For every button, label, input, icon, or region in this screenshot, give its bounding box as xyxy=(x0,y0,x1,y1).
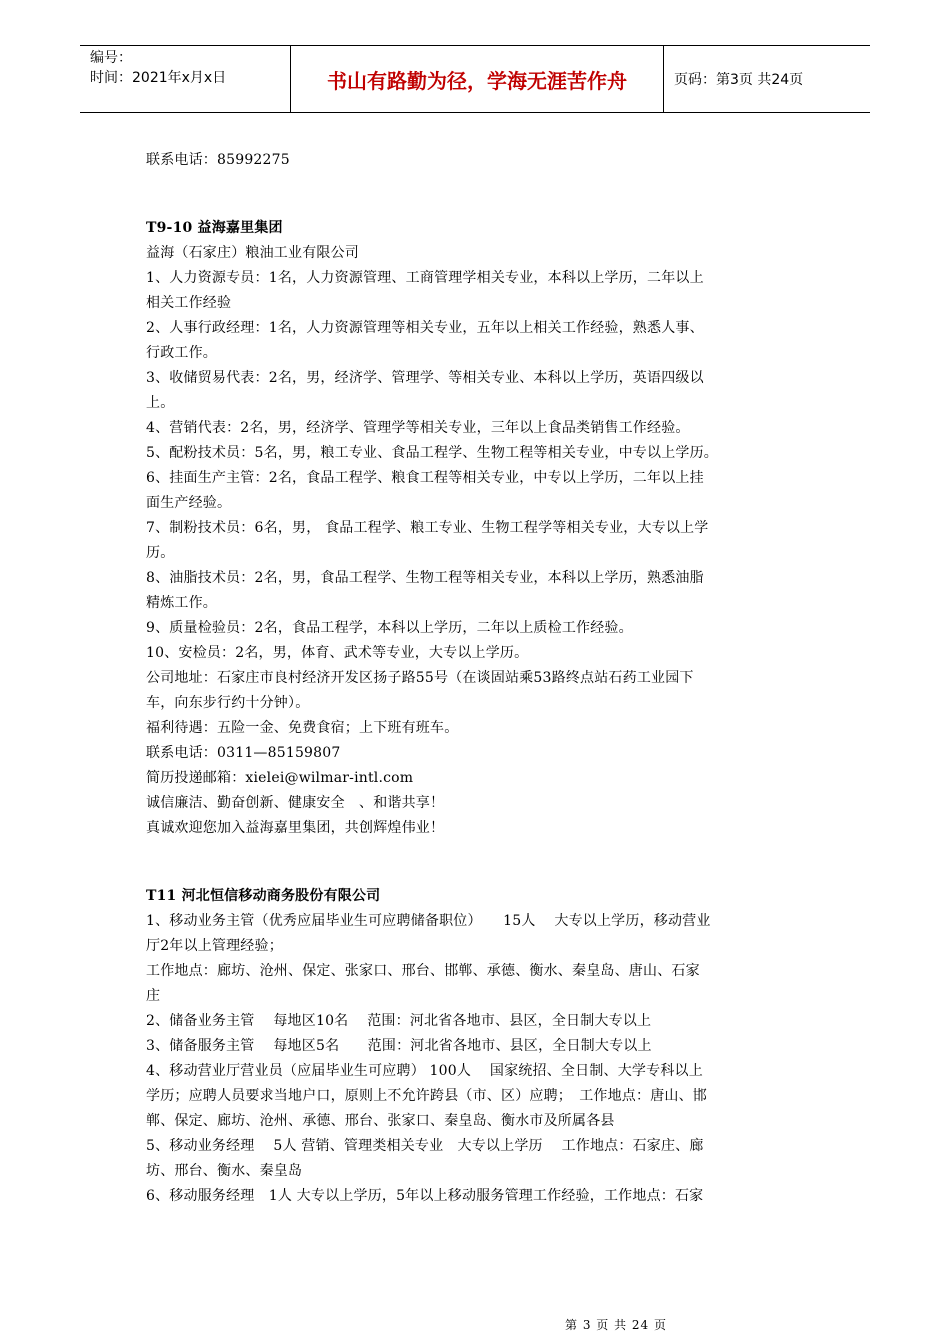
text-line: 厅2年以上管理经验； xyxy=(146,938,283,954)
text-line: 公司地址：石家庄市良村经济开发区扬子路55号（在谈固站乘53路终点站石药工业园下 xyxy=(146,670,694,686)
text-line: 真诚欢迎您加入益海嘉里集团，共创辉煌伟业！ xyxy=(146,820,445,836)
section-hengxin-mobile xyxy=(146,884,811,1209)
page-footer: 第 3 页 共 24 页 xyxy=(565,1318,667,1332)
text-line: 3、储备服务主管 每地区5名 范围：河北省各地市、县区，全日制大专以上 xyxy=(146,1038,652,1054)
text-line: 4、移动营业厅营业员（应届毕业生可应聘） 100人 国家统招、全日制、大学专科以上 xyxy=(146,1063,703,1079)
text-line: 学历；应聘人员要求当地户口，原则上不允许跨县（市、区）应聘； 工作地点：唐山、邯 xyxy=(146,1088,707,1104)
text-line: 6、挂面生产主管：2名，食品工程学、粮食工程等相关专业，中专以上学历，二年以上挂 xyxy=(146,470,704,486)
document-date-label: 时间：2021年x月x日 xyxy=(90,70,227,86)
text-line: 8、油脂技术员：2名，男，食品工程学、生物工程等相关专业，本科以上学历，熟悉油脂 xyxy=(146,570,704,586)
text-line: 简历投递邮箱：xielei@wilmar-intl.com xyxy=(146,770,414,786)
text-line: 诚信廉洁、勤奋创新、健康安全 、和谐共享！ xyxy=(146,795,445,811)
text-line: 1、人力资源专员：1名，人力资源管理、工商管理学相关专业，本科以上学历，二年以上 xyxy=(146,270,704,286)
text-line: 郸、保定、廊坊、沧州、承德、邢台、张家口、秦皇岛、衡水市及所属各县 xyxy=(146,1113,615,1129)
document-body xyxy=(146,148,811,1209)
text-line: 3、收储贸易代表：2名，男，经济学、管理学、等相关专业、本科以上学历，英语四级以 xyxy=(146,370,704,386)
text-line: 1、移动业务主管（优秀应届毕业生可应聘储备职位） 15人 大专以上学历，移动营业 xyxy=(146,913,711,929)
text-line: 联系电话：85992275 xyxy=(146,152,290,168)
text-line: 4、营销代表：2名，男，经济学、管理学等相关专业，三年以上食品类销售工作经验。 xyxy=(146,420,690,436)
text-line: 相关工作经验 xyxy=(146,295,232,311)
text-line: 联系电话：0311—85159807 xyxy=(146,745,341,761)
text-line: 2、储备业务主管 每地区10名 范围：河北省各地市、县区，全日制大专以上 xyxy=(146,1013,652,1029)
section-body xyxy=(146,241,811,841)
text-line: 7、制粉技术员：6名，男， 食品工程学、粮工专业、生物工程学等相关专业，大专以上学 xyxy=(146,520,709,536)
text-line: 行政工作。 xyxy=(146,345,217,361)
section-body xyxy=(146,909,811,1209)
text-line: 10、安检员：2名，男，体育、武术等专业，大专以上学历。 xyxy=(146,645,529,661)
text-line: 福利待遇：五险一金、免费食宿；上下班有班车。 xyxy=(146,720,459,736)
section-title: T9-10 益海嘉里集团 xyxy=(146,220,283,236)
text-line: 工作地点：廊坊、沧州、保定、张家口、邢台、邯郸、承德、衡水、秦皇岛、唐山、石家 xyxy=(146,963,700,979)
text-line: 2、人事行政经理：1名，人力资源管理等相关专业，五年以上相关工作经验，熟悉人事、 xyxy=(146,320,704,336)
header-meta-cell xyxy=(80,46,291,113)
text-line: 9、质量检验员：2名，食品工程学，本科以上学历，二年以上质检工作经验。 xyxy=(146,620,633,636)
text-line: 6、移动服务经理 1人 大专以上学历，5年以上移动服务管理工作经验，工作地点：石家 xyxy=(146,1188,704,1204)
text-line: 上。 xyxy=(146,395,175,411)
text-line: 面生产经验。 xyxy=(146,495,232,511)
text-line: 历。 xyxy=(146,545,175,561)
text-line: 车，向东步行约十分钟）。 xyxy=(146,695,310,711)
text-line: 益海（石家庄）粮油工业有限公司 xyxy=(146,245,359,261)
document-number-label: 编号： xyxy=(90,50,132,66)
text-line: 精炼工作。 xyxy=(146,595,217,611)
text-line: 5、移动业务经理 5人 营销、管理类相关专业 大专以上学历 工作地点：石家庄、廊 xyxy=(146,1138,704,1154)
header-page-info: 页码：第3页 共24页 xyxy=(664,46,871,113)
header-table xyxy=(80,45,870,113)
text-line: 坊、邢台、衡水、秦皇岛 xyxy=(146,1163,303,1179)
section-yihai-kerry xyxy=(146,216,811,841)
section-title: T11 河北恒信移动商务股份有限公司 xyxy=(146,888,381,904)
header-motto: 书山有路勤为径，学海无涯苦作舟 xyxy=(291,46,664,113)
text-line: 庄 xyxy=(146,988,161,1004)
text-line: 5、配粉技术员：5名，男，粮工专业、食品工程学、生物工程等相关专业，中专以上学历。 xyxy=(146,445,719,461)
